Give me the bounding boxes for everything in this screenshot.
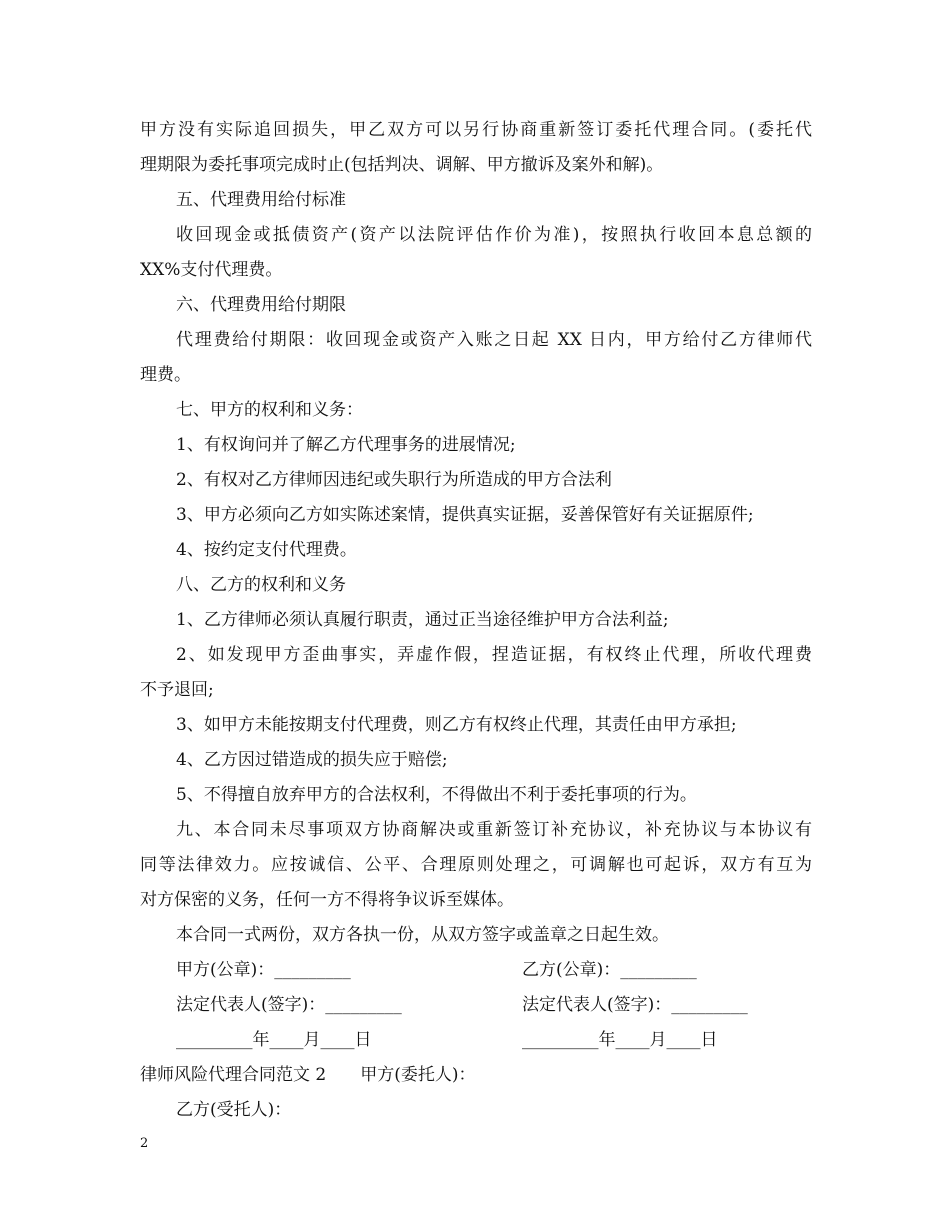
list-item: 3、如甲方未能按期支付代理费，则乙方有权终止代理，其责任由甲方承担; bbox=[176, 715, 737, 735]
paragraph-line: 对方保密的义务，任何一方不得将争议诉至媒体。 bbox=[140, 890, 514, 910]
party-b-representative-line: 法定代表人(签字)：_________ bbox=[522, 995, 748, 1015]
paragraph-line: 甲方没有实际追回损失，甲乙双方可以另行协商重新签订委托代理合同。(委托代 bbox=[140, 120, 812, 140]
section-heading: 六、代理费用给付期限 bbox=[176, 295, 346, 315]
list-item: 1、乙方律师必须认真履行职责，通过正当途径维护甲方合法利益; bbox=[176, 610, 669, 630]
party-b-principal-line: 乙方(受托人)： bbox=[176, 1100, 292, 1120]
party-b-date-line: _________年____月____日 bbox=[522, 1030, 718, 1050]
section-heading: 五、代理费用给付标准 bbox=[176, 190, 346, 210]
party-a-seal-line: 甲方(公章)：_________ bbox=[176, 960, 351, 980]
section-heading: 八、乙方的权利和义务 bbox=[176, 575, 346, 595]
paragraph-line: 理费。 bbox=[140, 365, 191, 385]
list-item: 2、如发现甲方歪曲事实，弄虚作假，捏造证据，有权终止代理，所收代理费 bbox=[176, 645, 812, 665]
list-item: 4、按约定支付代理费。 bbox=[176, 540, 357, 560]
paragraph-line: 同等法律效力。应按诚信、公平、合理原则处理之，可调解也可起诉，双方有互为 bbox=[140, 855, 812, 875]
list-item: 4、乙方因过错造成的损失应于赔偿; bbox=[176, 750, 448, 770]
paragraph-line: 代理费给付期限：收回现金或资产入账之日起 XX 日内，甲方给付乙方律师代 bbox=[176, 330, 812, 350]
list-item: 2、有权对乙方律师因违纪或失职行为所造成的甲方合法利 bbox=[176, 470, 612, 490]
list-item: 3、甲方必须向乙方如实陈述案情，提供真实证据，妥善保管好有关证据原件; bbox=[176, 505, 754, 525]
party-a-date-line: _________年____月____日 bbox=[176, 1030, 372, 1050]
paragraph-line: 理期限为委托事项完成时止(包括判决、调解、甲方撤诉及案外和解)。 bbox=[140, 155, 664, 175]
paragraph-line: XX%支付代理费。 bbox=[140, 260, 283, 280]
list-item: 1、有权询问并了解乙方代理事务的进展情况; bbox=[176, 435, 516, 455]
next-document-title: 律师风险代理合同范文 2 甲方(委托人)： bbox=[140, 1065, 476, 1085]
section-heading: 七、甲方的权利和义务： bbox=[176, 400, 363, 420]
party-a-representative-line: 法定代表人(签字)：_________ bbox=[176, 995, 402, 1015]
paragraph-line: 不予退回; bbox=[140, 680, 214, 700]
paragraph-line: 收回现金或抵债资产(资产以法院评估作价为准)，按照执行收回本息总额的 bbox=[176, 225, 812, 245]
page-number: 2 bbox=[140, 1136, 149, 1151]
party-b-seal-line: 乙方(公章)：_________ bbox=[522, 960, 697, 980]
closing-clause: 本合同一式两份，双方各执一份，从双方签字或盖章之日起生效。 bbox=[176, 925, 669, 945]
paragraph-line: 九、本合同未尽事项双方协商解决或重新签订补充协议，补充协议与本协议有 bbox=[176, 820, 812, 840]
list-item: 5、不得擅自放弃甲方的合法权利，不得做出不利于委托事项的行为。 bbox=[176, 785, 697, 805]
